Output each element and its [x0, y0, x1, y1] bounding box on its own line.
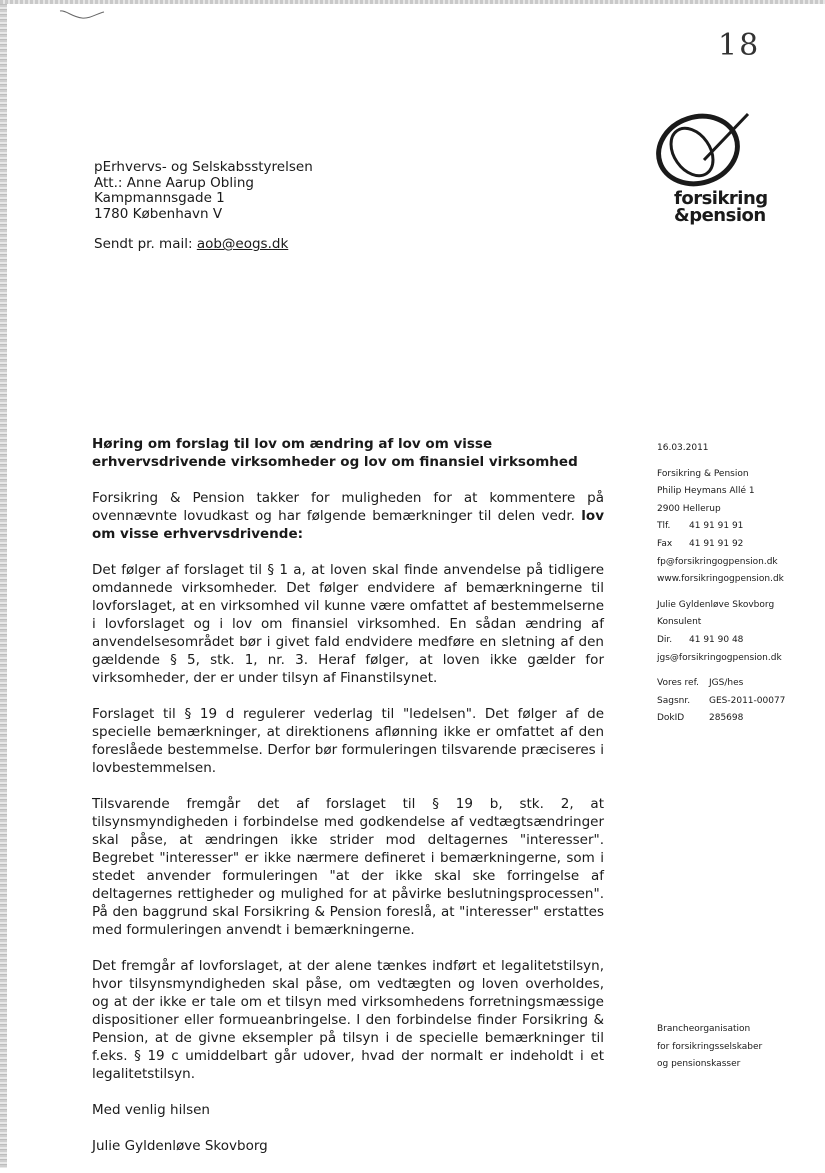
footer-line: for forsikringsselskaber [657, 1041, 763, 1052]
direct-label: Dir. [657, 634, 673, 645]
logo-mark-icon [652, 108, 762, 194]
paragraph-1 [92, 489, 604, 543]
sent-label: Sendt pr. mail: [94, 236, 197, 252]
ref-value: JGS/hes [709, 678, 744, 689]
forsikring-pension-logo [652, 108, 768, 226]
footer-line: Brancheorganisation [657, 1024, 751, 1034]
direct-value: 41 91 90 48 [689, 634, 744, 645]
sender-web[interactable]: www.forsikringogpension.dk [657, 574, 784, 585]
footer-line: og pensionskasser [657, 1059, 741, 1070]
signature: Julie Gyldenløve Skovborg [92, 1138, 268, 1154]
sender-sidebar [657, 440, 817, 728]
fax-label: Fax [657, 538, 673, 549]
recipient-line: Att.: Anne Aarup Obling [94, 174, 254, 191]
recipient-address [94, 160, 313, 222]
letter-date: 16.03.2011 [657, 443, 709, 453]
recipient-line: Kampmannsgade 1 [94, 190, 225, 206]
phone-value: 41 91 91 91 [689, 521, 744, 532]
contact-direct [657, 632, 817, 650]
sender-email[interactable]: fp@forsikringogpension.dk [657, 556, 778, 567]
paragraph-1-end: : [297, 526, 304, 542]
letter-title: Høring om forslag til lov om ændring af lov om visse erhvervsdrivende virksomheder og lov om finansiel virksomhed [92, 436, 578, 470]
sent-by-mail [94, 236, 288, 252]
phone-label: Tlf. [657, 521, 671, 532]
doc-id [657, 710, 817, 728]
letter-body [92, 435, 604, 1173]
contact-email[interactable]: jgs@forsikringogpension.dk [657, 652, 782, 663]
sent-email-link[interactable]: aob@eogs.dk [196, 236, 289, 252]
recipient-line: 1780 København V [94, 205, 223, 222]
contact-name: Julie Gyldenløve Skovborg [657, 599, 775, 610]
fax-value: 41 91 91 92 [689, 538, 744, 549]
sender-street: Philip Heymans Allé 1 [657, 486, 755, 497]
paragraph-2: Det følger af forslaget til § 1 a, at loven skal finde anvendelse på tidligere omdannede virksomheder. Det følger endvidere af bemærkningerne til lovforslaget, at en virksomhed vil kunne være omfattet af bestemmelserne i lovforslaget og i lov om finansiel virksomhed. En sådan ændring af anvendelsesområdet bør i givet fald endvidere medføre en sletning af den gældende § 5, stk. 1, nr. 3. Heraf følger, at loven ikke gælder for virksomheder, der er under tilsyn af Finanstilsynet. [92, 562, 604, 686]
paragraph-4: Tilsvarende fremgår det af forslaget til § 19 b, stk. 2, at tilsynsmyndigheden i forbindelse med godkendelse af vedtægtsændringer skal påse, at ændringen ikke strider mod deltagernes "interesser". Begrebet "interesser" er ikke nærmere defineret i bemærkningerne, som i stedet anvender formuleringen "at der ikke skal ske forringelse af deltagernes rettigheder og mulighed for at påvirke beslutningsprocessen". På den baggrund skal Forsikring & Pension foreslå, at "interesser" erstattes med formuleringen anvendt i bemærkningerne. [92, 796, 604, 938]
sender-phone [657, 518, 817, 536]
footer-org-description [657, 1021, 762, 1074]
case-value: GES-2011-00077 [709, 695, 786, 706]
scan-edge-left [0, 0, 7, 1168]
our-ref [657, 675, 817, 693]
contact-title: Konsulent [657, 617, 702, 628]
closing: Med venlig hilsen [92, 1102, 210, 1118]
ref-label: Vores ref. [657, 678, 699, 689]
paragraph-3: Forslaget til § 19 d regulerer vederlag til "ledelsen". Det følger af de specielle bemærkninger, at direktionens aflønning ikke er omfattet af den foreslåede bestemmelse. Derfor bør formuleringen tilsvarende præciseres i lovbestemmelsen. [92, 706, 604, 776]
pen-mark [58, 6, 108, 25]
sender-org: Forsikring & Pension [657, 468, 749, 479]
case-label: Sagsnr. [657, 695, 691, 706]
sender-city: 2900 Hellerup [657, 503, 721, 514]
paragraph-1-text: Forsikring & Pension takker for muligheden for at kommentere på ovennævnte lovudkast og har følgende bemærkninger til delen vedr. [92, 490, 604, 524]
case-number [657, 693, 817, 711]
doc-value: 285698 [709, 713, 744, 724]
logo-text-line1: forsikring [674, 188, 768, 209]
handwritten-page-number: 18 [718, 28, 761, 63]
scan-edge-top [0, 0, 825, 4]
paragraph-5: Det fremgår af lovforslaget, at der alene tænkes indført et legalitetstilsyn, hvor tilsynsmyndigheden skal påse, om vedtægten og loven overholdes, og at der ikke er tale om et tilsyn med virksomhedens forretningsmæssige dispositioner eller formueanbringelse. I den forbindelse finder Forsikring & Pension, at de givne eksempler på tilsyn i de specielle bemærkninger til f.eks. § 19 c umiddelbart går udover, hvad der normalt er indeholdt i et legalitetstilsyn. [92, 958, 604, 1082]
doc-label: DokID [657, 713, 685, 724]
logo-text-line2: &pension [674, 205, 766, 226]
sender-fax [657, 536, 817, 554]
recipient-line: pErhvervs- og Selskabsstyrelsen [94, 159, 313, 175]
paragraph-1-bold: lov om visse erhvervsdrivende [92, 508, 604, 542]
